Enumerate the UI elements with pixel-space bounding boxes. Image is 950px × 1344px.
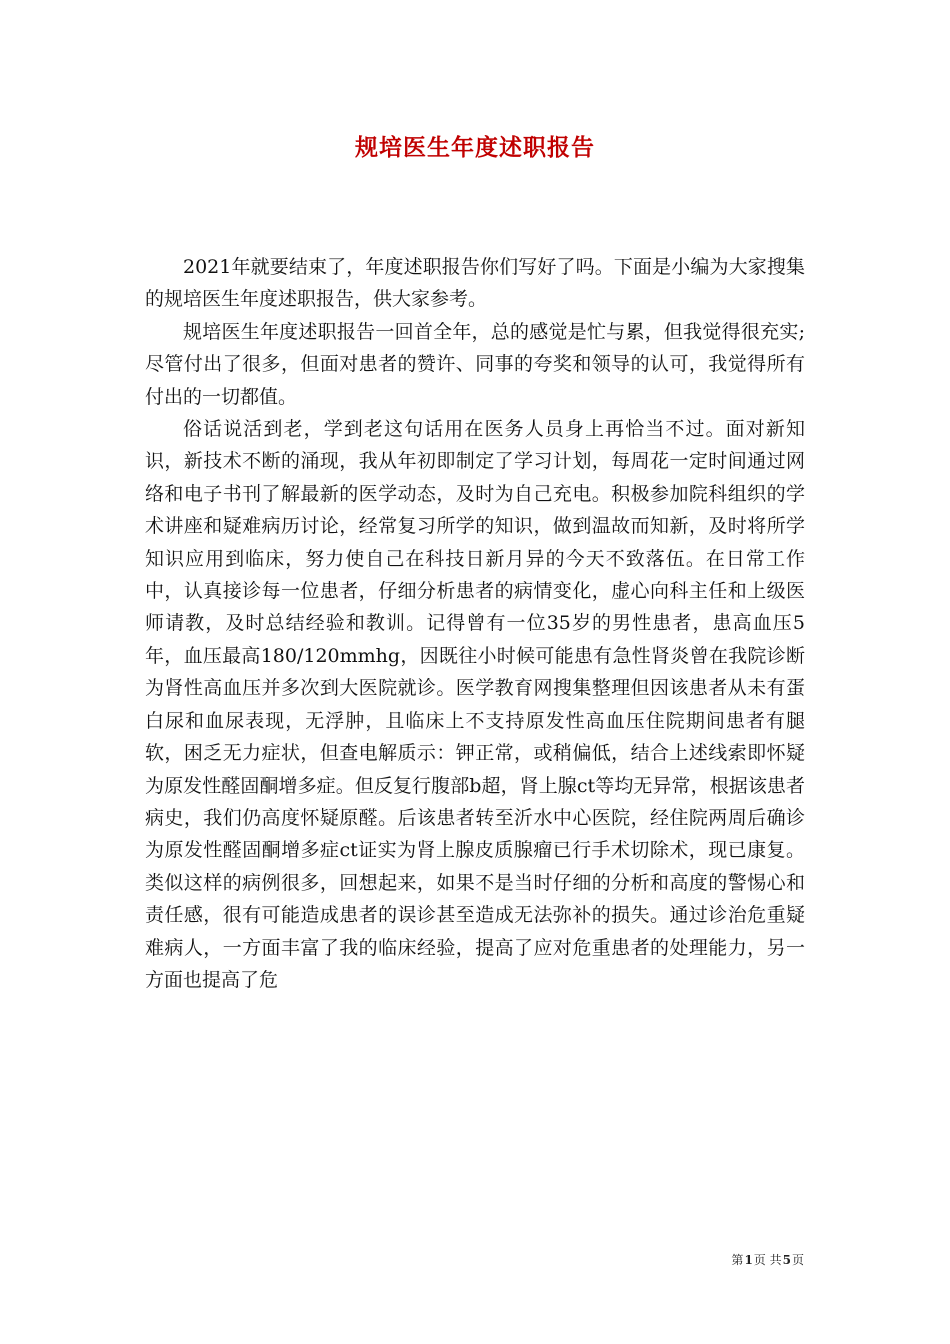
paragraph-summary: 规培医生年度述职报告一回首全年，总的感觉是忙与累，但我觉得很充实;尽管付出了很多，但面对患者的赞许、同事的夸奖和领导的认可，我觉得所有付出的一切都值。 <box>145 320 805 408</box>
paragraph-intro: 2021年就要结束了，年度述职报告你们写好了吗。下面是小编为大家搜集的规培医生年度述职报告，供大家参考。 <box>145 256 805 311</box>
footer-prefix: 第 <box>731 1253 744 1267</box>
page-number-footer <box>731 1252 804 1268</box>
footer-current-page: 1 <box>744 1253 753 1267</box>
footer-middle: 页 共 <box>753 1253 782 1267</box>
document-body <box>145 251 805 996</box>
paragraph-learning: 俗话说活到老，学到老这句话用在医务人员身上再恰当不过。面对新知识，新技术不断的涌现，我从年初即制定了学习计划，每周花一定时间通过网络和电子书刊了解最新的医学动态，及时为自己充电。积极参加院科组织的学术讲座和疑难病历讨论，经常复习所学的知识，做到温故而知新，及时将所学知识应用到临床，努力使自己在科技日新月异的今天不致落伍。在日常工作中，认真接诊每一位患者，仔细分析患者的病情变化，虚心向科主任和上级医师请教，及时总结经验和教训。记得曾有一位35岁的男性患者，患高血压5年，血压最高180/120mmhg，因既往小时候可能患有急性肾炎曾在我院诊断为肾性高血压并多次到大医院就诊。医学教育网搜集整理但因该患者从未有蛋白尿和血尿表现，无浮肿，且临床上不支持原发性高血压住院期间患者有腿软，困乏无力症状，但查电解质示：钾正常，或稍偏低，结合上述线索即怀疑为原发性醛固酮增多症。但反复行腹部b超，肾上腺ct等均无异常，根据该患者病史，我们仍高度怀疑原醛。后该患者转至沂水中心医院，经住院两周后确诊为原发性醛固酮增多症ct证实为肾上腺皮质腺瘤已行手术切除术，现已康复。类似这样的病例很多，回想起来，如果不是当时仔细的分析和高度的警惕心和责任感，很有可能造成患者的误诊甚至造成无法弥补的损失。通过诊治危重疑难病人，一方面丰富了我的临床经验，提高了应对危重患者的处理能力，另一方面也提高了危 <box>145 418 805 991</box>
footer-suffix: 页 <box>791 1253 804 1267</box>
footer-total-pages: 5 <box>782 1253 791 1267</box>
document-title: 规培医生年度述职报告 <box>355 134 595 161</box>
